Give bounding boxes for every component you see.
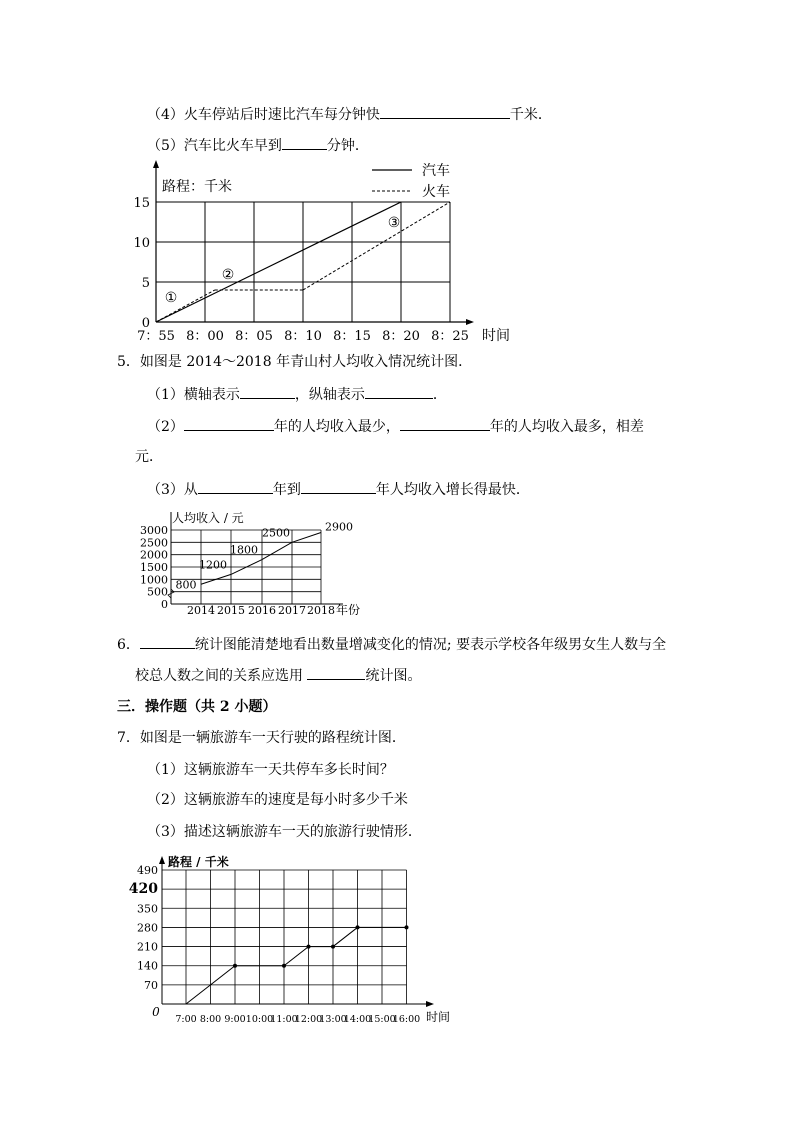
y-tick-label: 1500: [140, 561, 168, 574]
section-heading: 三．操作题（共 2 小题）: [117, 699, 277, 715]
y-axis-label: 路程 / 千米: [168, 855, 229, 869]
y-tick-label: 5: [141, 276, 150, 291]
y-axis-arrow: [159, 856, 165, 864]
y-tick-label: 140: [137, 959, 158, 973]
q4-part4-suffix: 千米．: [509, 107, 552, 123]
y-tick-label: 15: [133, 196, 150, 211]
data-label: 1800: [230, 543, 258, 557]
y-tick-label: 0: [161, 598, 168, 611]
y-axis-label: 路程：千米: [162, 179, 232, 195]
legend-car-label: 汽车: [422, 163, 450, 179]
x-tick-label: 2017: [278, 604, 306, 617]
annotation-2: ②: [221, 267, 235, 283]
x-tick-label: 8：10: [284, 329, 322, 344]
q7-part1: （1）这辆旅游车一天共停车多长时间？: [147, 762, 394, 778]
q5-part2-text: （2）: [147, 419, 184, 435]
q6-cont-text: 校总人数之间的关系应选用: [135, 668, 303, 684]
data-point: [356, 925, 360, 929]
q5-part1-suffix: ．: [432, 387, 447, 403]
x-axis-label: 年份: [336, 603, 361, 617]
q5-part3-text: （3）从: [147, 482, 198, 498]
x-tick-label: 12:00: [294, 1014, 323, 1025]
data-label: 1200: [199, 558, 227, 572]
data-point: [405, 925, 409, 929]
q5-part2-cont: 元．: [135, 449, 163, 465]
x-tick-label: 8:00: [199, 1014, 222, 1025]
y-tick-label: 0: [141, 316, 150, 331]
q5-part2-middle: 年的人均收入最少，: [273, 419, 400, 435]
x-tick-label: 8：05: [235, 329, 273, 344]
y-tick-label: 210: [137, 940, 158, 954]
x-tick-label: 2015: [217, 604, 245, 617]
y-axis-label: 人均收入 / 元: [172, 511, 244, 525]
q4-part4-text: （4）火车停站后时速比汽车每分钟快: [147, 107, 380, 123]
q5-part3-suffix: 年人均收入增长得最快．: [375, 482, 530, 498]
y-tick-label: 2000: [140, 548, 168, 562]
x-axis-label: 时间: [482, 328, 510, 344]
q7-part2: （2）这辆旅游车的速度是每小时多少千米: [147, 792, 408, 808]
data-point: [282, 964, 286, 968]
x-tick-label: 11:00: [270, 1014, 298, 1025]
origin-label: 0: [152, 1005, 160, 1019]
x-tick-label: 8：00: [186, 329, 224, 344]
x-tick-label: 10:00: [245, 1014, 274, 1025]
x-tick-label: 8：15: [333, 329, 371, 344]
data-point: [233, 964, 237, 968]
x-tick-label: 8：20: [382, 329, 420, 344]
data-label: 2900: [325, 520, 353, 534]
y-tick-label: 2500: [140, 536, 168, 550]
x-tick-label: 2014: [187, 604, 215, 617]
y-tick-label: 500: [147, 585, 168, 599]
data-point: [331, 945, 335, 949]
q5-part2-suffix: 年的人均收入最多，相差: [489, 419, 644, 435]
y-tick-label: 280: [137, 921, 158, 935]
y-tick-label: 1000: [140, 573, 168, 587]
x-tick-label: 14:00: [343, 1014, 372, 1025]
data-point: [307, 945, 311, 949]
q5-title: 5．如图是 2014～2018 年青山村人均收入情况统计图．: [117, 354, 473, 370]
q4-part5-text: （5）汽车比火车早到: [147, 138, 282, 154]
q7-part3: （3）描述这辆旅游车一天的旅游行驶情形．: [147, 824, 422, 840]
x-tick-label: 9:00: [224, 1014, 246, 1025]
x-tick-label: 2016: [248, 604, 276, 617]
x-tick-label: 13:00: [319, 1014, 347, 1025]
q5-part1-middle: ，纵轴表示: [294, 387, 365, 403]
q6-cont-suffix: 统计图。: [365, 668, 422, 684]
q6: 6． 统计图能清楚地看出数量增减变化的情况; 要表示学校各年级男女生人数与全: [117, 634, 666, 655]
x-tick-label: 7:00: [175, 1014, 197, 1025]
q6-text: 统计图能清楚地看出数量增减变化的情况; 要表示学校各年级男女生人数与全: [194, 637, 667, 653]
x-tick-label: 8：25: [431, 329, 469, 344]
y-tick-label: 10: [133, 236, 150, 251]
legend-train-label: 火车: [422, 184, 450, 200]
y-tick-label: 420: [128, 881, 158, 898]
data-label: 2500: [262, 526, 290, 540]
x-tick-label: 15:00: [368, 1014, 396, 1025]
q5-part3-middle: 年到: [272, 482, 301, 498]
x-axis-arrow: [426, 1001, 434, 1007]
y-tick-label: 490: [137, 864, 158, 877]
data-label: 800: [175, 578, 197, 592]
q5-part1-text: （1）横轴表示: [147, 387, 240, 403]
x-tick-label: 7：55: [137, 329, 175, 344]
y-tick-label: 350: [137, 902, 158, 916]
y-tick-label: 3000: [140, 524, 168, 537]
x-axis-label: 时间: [426, 1010, 451, 1024]
annotation-3: ③: [387, 215, 401, 231]
x-tick-label: 16:00: [392, 1014, 421, 1025]
x-tick-label: 2018: [307, 604, 335, 617]
q4-part5-suffix: 分钟．: [326, 138, 369, 154]
q7-title: 7．如图是一辆旅游车一天行驶的路程统计图．: [117, 730, 406, 746]
annotation-1: ①: [164, 290, 178, 306]
y-tick-label: 70: [144, 978, 158, 992]
